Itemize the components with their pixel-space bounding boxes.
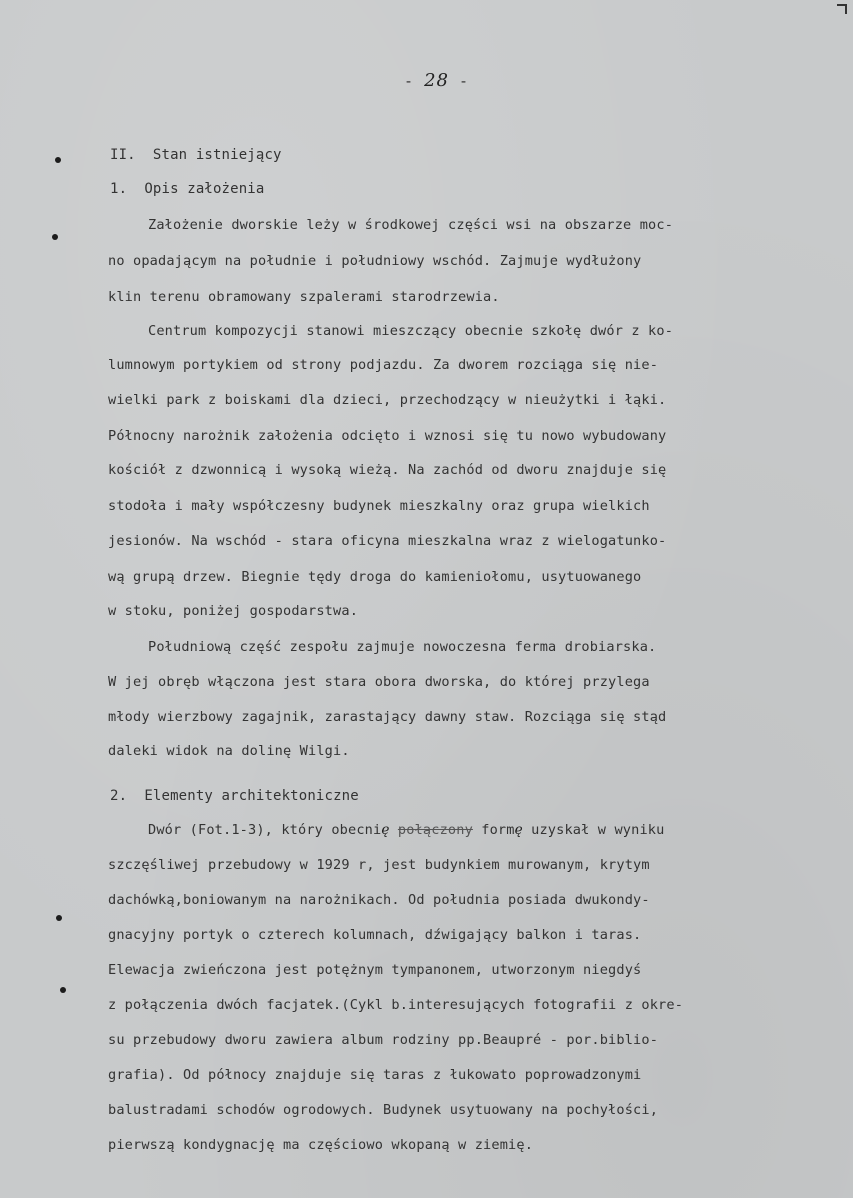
subsection-title: Opis założenia [144, 181, 265, 197]
paragraph-line: lumnowym portykiem od strony podjazdu. Za dworem rozciąga się nie- [108, 357, 659, 373]
paragraph-line: kościół z dzwonnicą i wysoką wieżą. Na zachód od dworu znajduje się [108, 462, 667, 478]
paragraph-line-corrected [148, 821, 664, 839]
page-number-prefix: - [404, 72, 425, 90]
section-heading [110, 146, 282, 164]
paragraph-line: dachówką,boniowanym na narożnikach. Od południa posiada dwukondy- [108, 892, 650, 908]
paragraph-line: no opadającym na południe i południowy wschód. Zajmuje wydłużony [108, 253, 642, 269]
subsection-heading [110, 180, 264, 198]
section-label: II. [110, 147, 136, 163]
paragraph-line: su przebudowy dworu zawiera album rodziny pp.Beaupré - por.biblio- [108, 1032, 659, 1048]
punch-hole-icon [55, 157, 61, 163]
page-number [404, 70, 469, 91]
paragraph-line: Południową część zespołu zajmuje nowoczesna ferma drobiarska. [148, 639, 657, 655]
paragraph-line: gnacyjny portyk o czterech kolumnach, dźwigający balkon i taras. [108, 927, 642, 943]
subsection-title: Elementy architektoniczne [144, 788, 359, 804]
punch-hole-icon [52, 234, 58, 240]
paragraph-line: daleki widok na dolinę Wilgi. [108, 743, 350, 759]
punch-hole-icon [60, 987, 66, 993]
struck-word: połączony [397, 822, 473, 838]
page-number-value: 28 [424, 70, 449, 91]
paragraph-line: Północny narożnik założenia odcięto i wznosi się tu nowo wybudowany [108, 428, 667, 444]
subsection-heading [110, 787, 359, 805]
subsection-label: 2. [110, 788, 128, 804]
text-fragment: form [472, 822, 515, 838]
punch-hole-icon [56, 915, 62, 921]
paragraph-line: balustradami schodów ogrodowych. Budynek usytuowany na pochyłości, [108, 1102, 659, 1118]
page-number-suffix: - [448, 72, 470, 90]
text-fragment: uzyskał w wyniku [522, 822, 665, 838]
paragraph-line: szczęśliwej przebudowy w 1929 r, jest budynkiem murowanym, krytym [108, 857, 650, 873]
paragraph-line: młody wierzbowy zagajnik, zarastający dawny staw. Rozciąga się stąd [108, 709, 667, 725]
subsection-label: 1. [110, 181, 128, 197]
paragraph-line: jesionów. Na wschód - stara oficyna mieszkalna wraz z wielogatunko- [108, 533, 667, 549]
text-fragment: Dwór (Fot.1-3), który obecni [148, 822, 382, 838]
paragraph-line: Założenie dworskie leży w środkowej części wsi na obszarze moc- [148, 217, 674, 233]
paragraph-line: stodoła i mały współczesny budynek mieszkalny oraz grupa wielkich [108, 498, 650, 514]
paragraph-line: grafia). Od północy znajduje się taras z łukowato poprowadzonymi [108, 1067, 642, 1083]
paragraph-line: klin terenu obramowany szpalerami starodrzewia. [108, 289, 500, 305]
handwritten-correction: ę [381, 822, 390, 838]
paragraph-line: z połączenia dwóch facjatek.(Cykl b.interesujących fotografii z okre- [108, 997, 684, 1013]
corner-mark-icon [837, 4, 847, 14]
section-title: Stan istniejący [152, 147, 282, 163]
paragraph-line: w stoku, poniżej gospodarstwa. [108, 603, 359, 619]
paragraph-line: W jej obręb włączona jest stara obora dworska, do której przylega [108, 674, 650, 690]
paragraph-line: Centrum kompozycji stanowi mieszczący obecnie szkołę dwór z ko- [148, 323, 674, 339]
paragraph-line: Elewacja zwieńczona jest potężnym tympanonem, utworzonym niegdyś [108, 962, 642, 978]
paragraph-line: wielki park z boiskami dla dzieci, przechodzący w nieużytki i łąki. [108, 392, 667, 408]
paragraph-line: wą grupą drzew. Biegnie tędy droga do kamieniołomu, usytuowanego [108, 569, 642, 585]
handwritten-correction: ę [514, 822, 523, 838]
paragraph-line: pierwszą kondygnację ma częściowo wkopaną w ziemię. [108, 1137, 534, 1153]
